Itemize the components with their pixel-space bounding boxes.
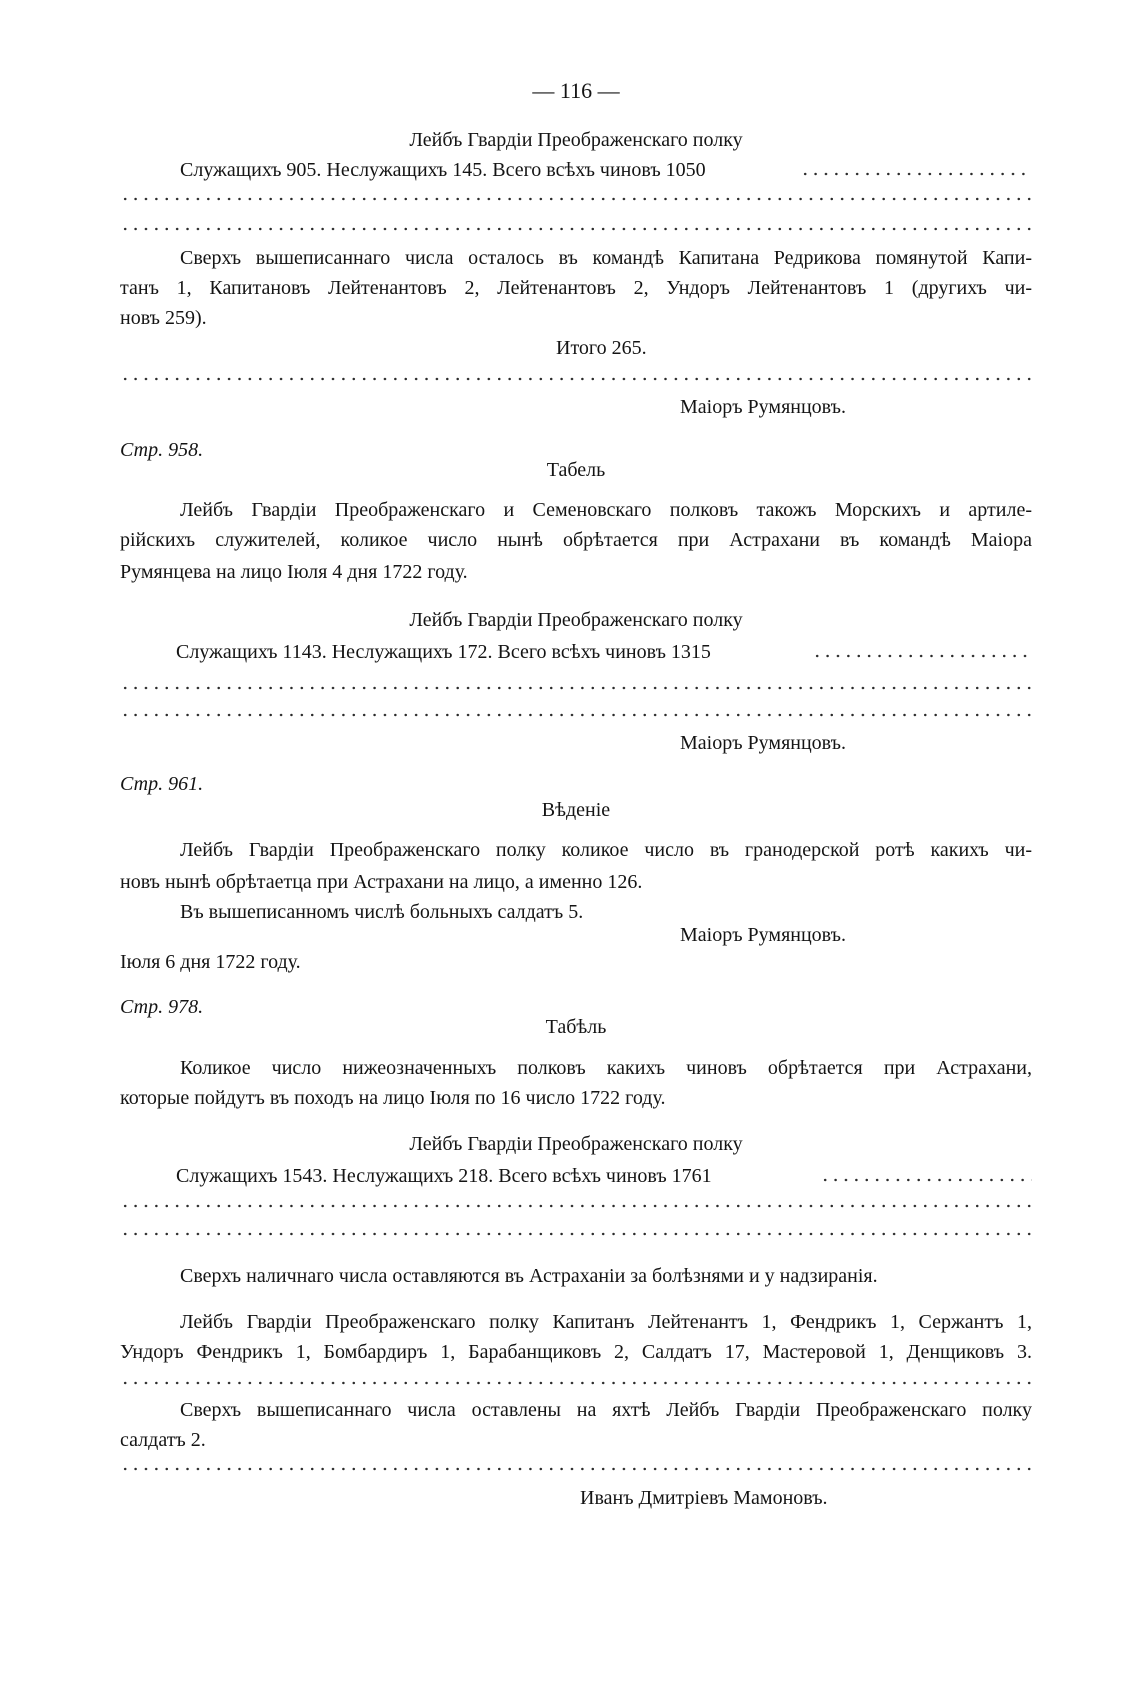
regiment-heading: Лейбъ Гвардіи Преображенскаго полку (409, 1133, 743, 1155)
dotted-separator (120, 1380, 1032, 1386)
page-reference: Стр. 961. (120, 773, 204, 795)
paragraph-line: Сверхъ вышеписаннаго числа осталось въ командѣ Капитана Редрикова помянутой Капи- (180, 247, 1032, 269)
document-title: Вѣденіе (541, 799, 611, 821)
dotted-separator (120, 1466, 1032, 1472)
dotted-leader (820, 1177, 1032, 1183)
regiment-heading: Лейбъ Гвардіи Преображенскаго полку (409, 129, 743, 151)
page-number: — 116 — (532, 78, 620, 103)
paragraph-line: салдатъ 2. (120, 1429, 206, 1451)
paragraph-line: которые пойдутъ въ походъ на лицо Іюля по 16 число 1722 году. (120, 1087, 666, 1109)
dotted-leader (812, 653, 1032, 659)
dotted-separator (120, 376, 1032, 382)
paragraph-line: Въ вышеписанномъ числѣ больныхъ салдатъ 5. (180, 901, 584, 923)
paragraph-line: рійскихъ служителей, коликое число нынѣ обрѣтается при Астрахани въ командѣ Маіора (120, 529, 1032, 551)
paragraph-line: Сверхъ наличнаго числа оставляются въ Астраханіи за болѣзнями и у надзиранія. (180, 1265, 878, 1287)
personnel-summary: Служащихъ 1543. Неслужащихъ 218. Всего всѣхъ чиновъ 1761 (176, 1165, 712, 1187)
paragraph-line: Румянцева на лицо Іюля 4 дня 1722 году. (120, 561, 468, 583)
dotted-separator (120, 1203, 1032, 1209)
dotted-separator (120, 1231, 1032, 1237)
dotted-separator (120, 196, 1032, 202)
page-reference: Стр. 978. (120, 996, 204, 1018)
paragraph-line: новъ нынѣ обрѣтаетца при Астрахани на лицо, а именно 126. (120, 871, 643, 893)
personnel-summary: Служащихъ 1143. Неслужащихъ 172. Всего всѣхъ чиновъ 1315 (176, 641, 711, 663)
regiment-heading: Лейбъ Гвардіи Преображенскаго полку (409, 609, 743, 631)
paragraph-line: Лейбъ Гвардіи Преображенскаго и Семеновскаго полковъ такожъ Морскихъ и артиле- (180, 499, 1032, 521)
paragraph-line: Лейбъ Гвардіи Преображенскаго полку Капитанъ Лейтенантъ 1, Фендрикъ 1, Сержантъ 1, (180, 1311, 1032, 1333)
dotted-separator (120, 712, 1032, 718)
total-line: Итого 265. (556, 337, 647, 359)
paragraph-line: Коликое число нижеозначенныхъ полковъ какихъ чиновъ обрѣтается при Астрахани, (180, 1057, 1032, 1079)
date-line: Іюля 6 дня 1722 году. (120, 951, 301, 973)
signature: Маіоръ Румянцовъ. (680, 396, 846, 418)
signature: Маіоръ Румянцовъ. (680, 924, 846, 946)
signature: Иванъ Дмитріевъ Мамоновъ. (580, 1487, 828, 1509)
page-reference: Стр. 958. (120, 439, 204, 461)
paragraph-line: Лейбъ Гвардіи Преображенскаго полку коликое число въ гранодерской ротѣ какихъ чи- (180, 839, 1032, 861)
paragraph-line: Сверхъ вышеписаннаго числа оставлены на яхтѣ Лейбъ Гвардіи Преображенскаго полку (180, 1399, 1032, 1421)
paragraph-line: новъ 259). (120, 307, 207, 329)
dotted-separator (120, 226, 1032, 232)
personnel-summary: Служащихъ 905. Неслужащихъ 145. Всего всѣхъ чиновъ 1050 (180, 159, 706, 181)
document-title: Табель (546, 459, 606, 481)
paragraph-line: Ундоръ Фендрикъ 1, Бомбардиръ 1, Барабанщиковъ 2, Салдатъ 17, Мастеровой 1, Денщиковъ 3. (120, 1341, 1032, 1363)
dotted-leader (800, 171, 1032, 177)
document-title: Табѣль (545, 1016, 607, 1038)
paragraph-line: танъ 1, Капитановъ Лейтенантовъ 2, Лейтенантовъ 2, Ундоръ Лейтенантовъ 1 (другихъ чи- (120, 277, 1032, 299)
dotted-separator (120, 685, 1032, 691)
signature: Маіоръ Румянцовъ. (680, 732, 846, 754)
